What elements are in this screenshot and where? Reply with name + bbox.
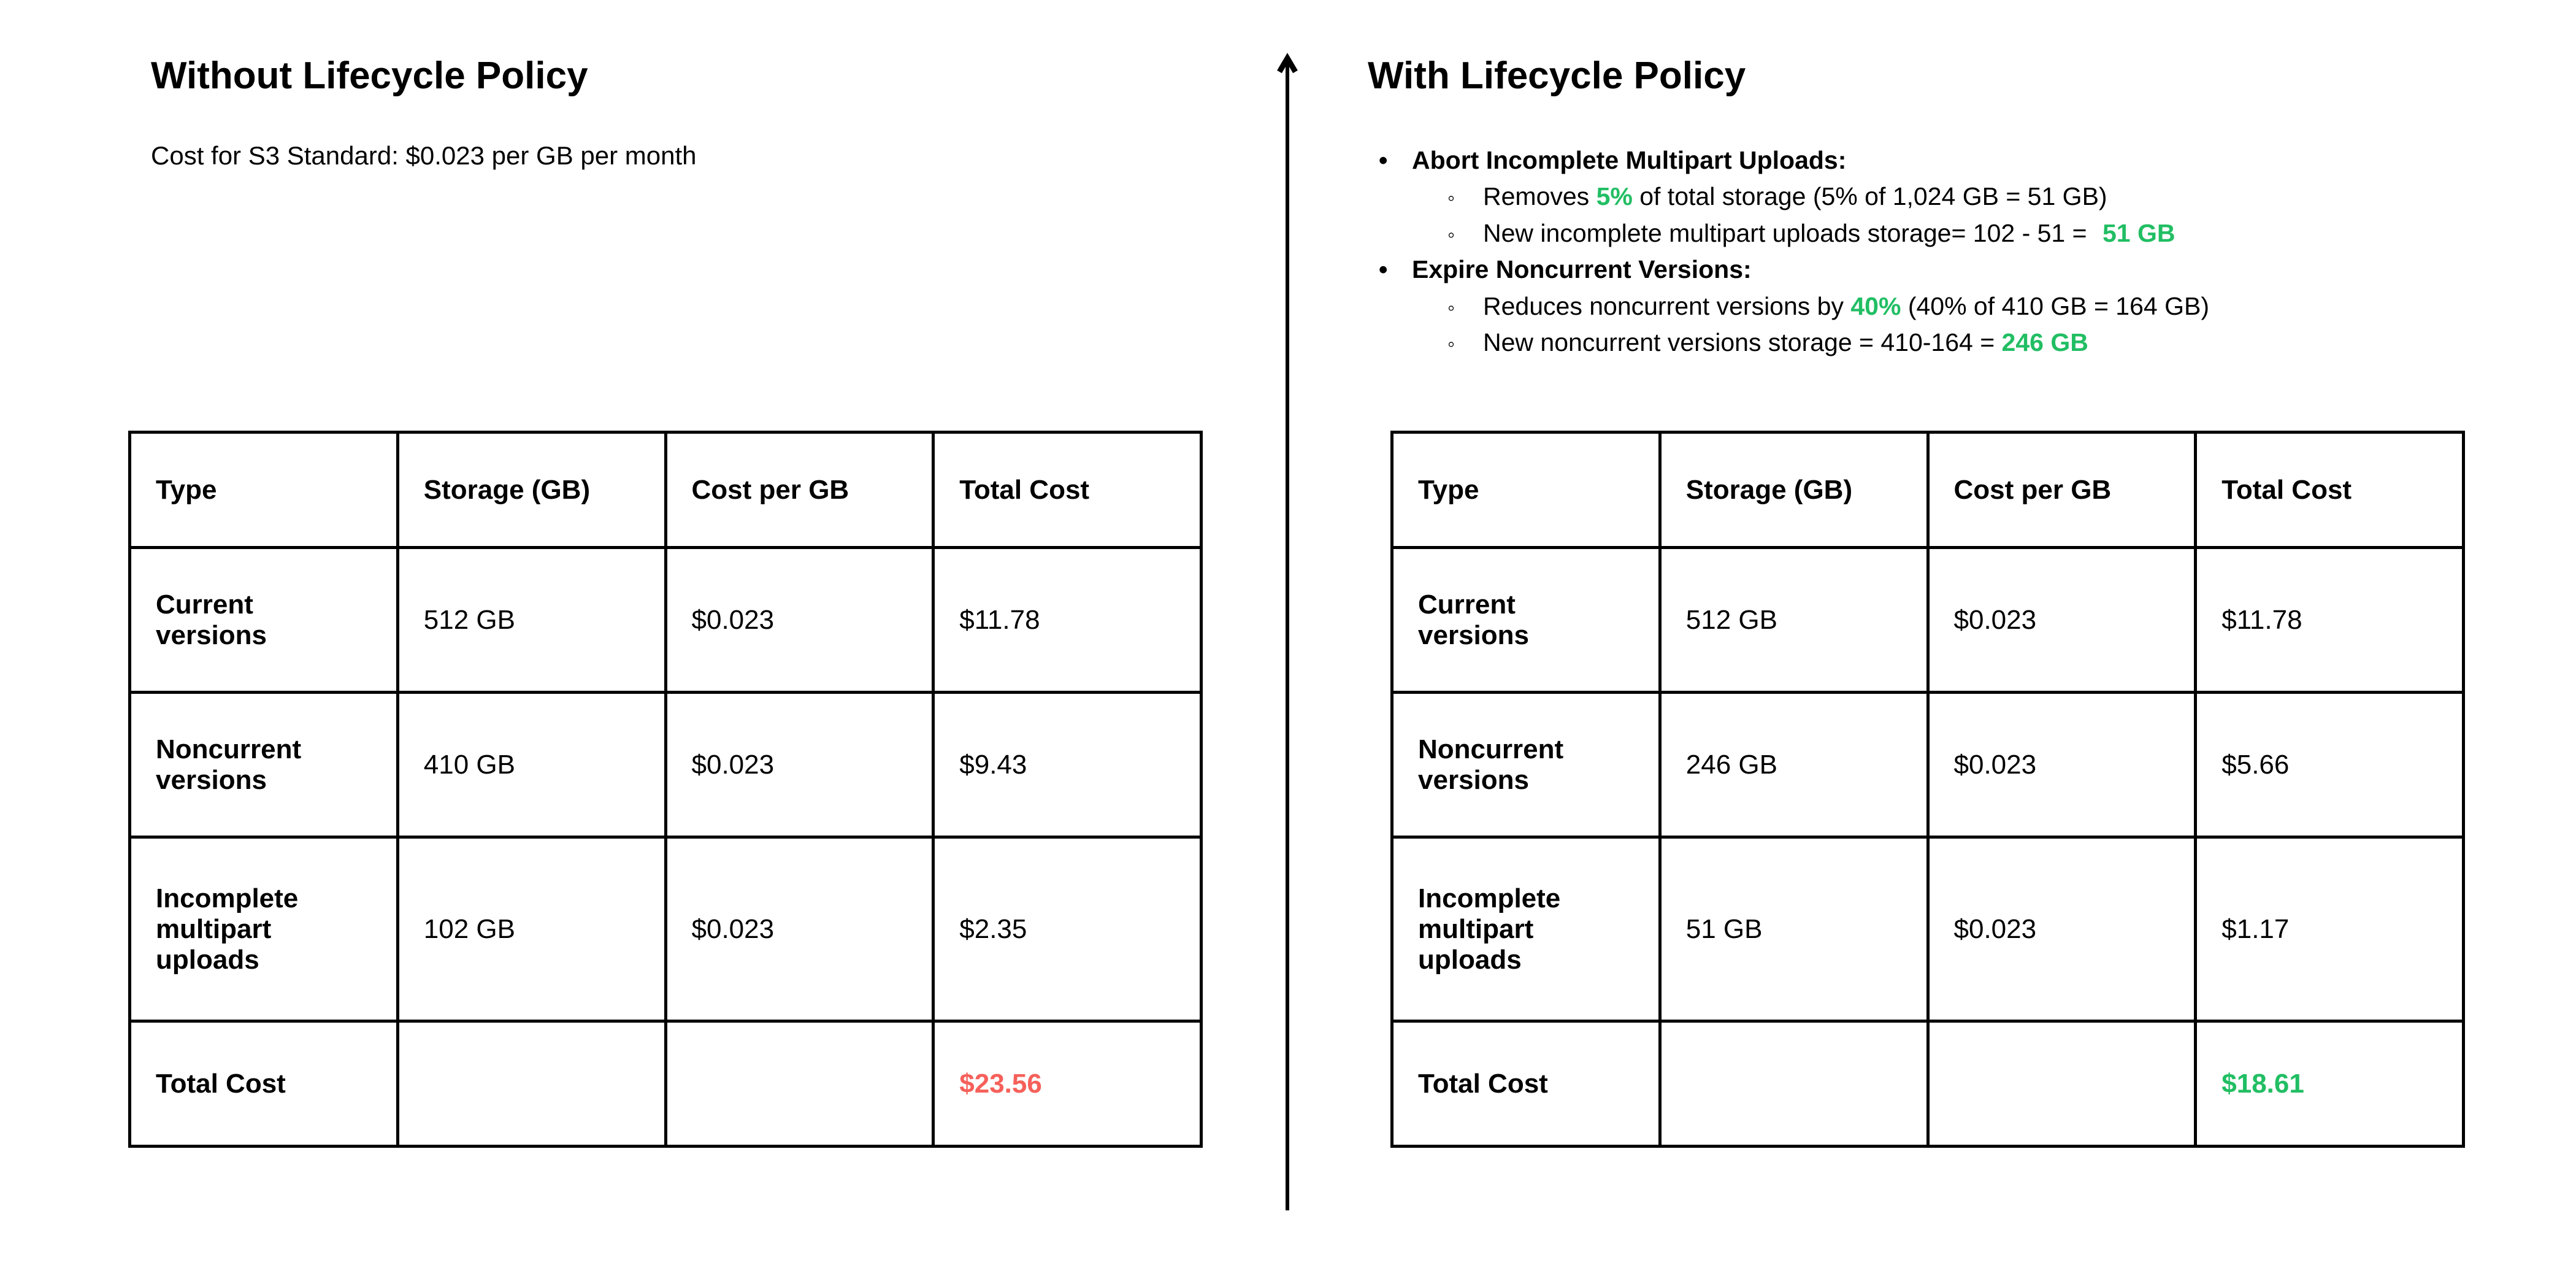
sub-bullet-line — [1447, 215, 2209, 252]
cell-type: Incomplete multipart uploads — [1392, 837, 1660, 1021]
cell-total-cost: $11.78 — [2196, 548, 2464, 693]
text-segment: New noncurrent versions storage = 410-164 = — [1483, 328, 2002, 357]
bullet-expire-noncurrent — [1379, 252, 2209, 361]
bullet-dot-icon: • — [1379, 255, 1388, 284]
table-header-row — [130, 432, 1202, 548]
text-segment: Removes — [1483, 182, 1597, 211]
sub-bullet-line — [1447, 179, 2209, 215]
sub-bullet-line — [1447, 325, 2209, 361]
cell-storage: 102 GB — [397, 837, 665, 1021]
cell-total-cost: $11.78 — [933, 548, 1202, 693]
cell-total-cost: $9.43 — [933, 693, 1202, 837]
sub-bullet-list — [1379, 288, 2209, 361]
sub-bullet-text — [1483, 325, 2088, 361]
cell-empty — [397, 1021, 665, 1147]
highlight-value: 5% — [1596, 182, 1633, 211]
cell-cost-per-gb: $0.023 — [1928, 693, 2196, 837]
cell-cost-per-gb: $0.023 — [665, 693, 933, 837]
s3-standard-cost-note: Cost for S3 Standard: $0.023 per GB per month — [151, 141, 697, 170]
column-header-storage: Storage (GB) — [397, 432, 665, 548]
text-segment: (40% of 410 GB = 164 GB) — [1901, 291, 2209, 320]
cell-cost-per-gb: $0.023 — [665, 837, 933, 1021]
table-row-current-versions — [130, 548, 1202, 693]
cell-total-cost: $2.35 — [933, 837, 1202, 1021]
cell-empty — [1660, 1021, 1928, 1147]
sub-bullet-text — [1483, 288, 2209, 325]
column-header-type: Type — [130, 432, 398, 548]
highlight-value: 40% — [1850, 291, 1901, 320]
table-row-noncurrent-versions — [1392, 693, 2464, 837]
subbullet-reduces-40-percent — [1379, 288, 2209, 325]
column-header-cost-per-gb: Cost per GB — [1928, 432, 2196, 548]
lifecycle-actions-list — [1379, 142, 2209, 361]
sub-bullet-circle-icon: ◦ — [1447, 296, 1455, 320]
cell-total-label: Total Cost — [1392, 1021, 1660, 1147]
bullet-dot-icon: • — [1379, 146, 1388, 174]
sub-bullet-circle-icon: ◦ — [1447, 332, 1455, 356]
cell-empty — [665, 1021, 933, 1147]
column-header-storage: Storage (GB) — [1660, 432, 1928, 548]
bullet-abort-multipart — [1379, 142, 2209, 252]
bullet-label: Expire Noncurrent Versions: — [1412, 255, 1752, 284]
subbullet-new-multipart-storage — [1379, 215, 2209, 252]
with-policy-title: With Lifecycle Policy — [1368, 55, 1746, 97]
text-segment: of total storage (5% of 1,024 GB = 51 GB) — [1632, 182, 2107, 211]
cell-storage: 512 GB — [397, 548, 665, 693]
column-header-type: Type — [1392, 432, 1660, 548]
bullet-label: Abort Incomplete Multipart Uploads: — [1412, 146, 1847, 174]
cell-cost-per-gb: $0.023 — [1928, 837, 2196, 1021]
column-header-cost-per-gb: Cost per GB — [665, 432, 933, 548]
subbullet-removes-5-percent — [1379, 179, 2209, 215]
sub-bullet-text — [1483, 179, 2107, 215]
table-row-current-versions — [1392, 548, 2464, 693]
sub-bullet-circle-icon: ◦ — [1447, 223, 1455, 247]
cell-storage: 51 GB — [1660, 837, 1928, 1021]
table-row-incomplete-multipart-uploads — [1392, 837, 2464, 1021]
cell-storage: 512 GB — [1660, 548, 1928, 693]
bullet-line — [1379, 252, 2209, 288]
table-header-row — [1392, 432, 2464, 548]
cell-type: Current versions — [130, 548, 398, 693]
text-segment: New incomplete multipart uploads storage= 102 - 51 = — [1483, 218, 2094, 247]
cell-storage: 246 GB — [1660, 693, 1928, 837]
without-policy-title: Without Lifecycle Policy — [151, 55, 588, 97]
without-policy-cost-table — [128, 431, 1203, 1148]
subbullet-new-noncurrent-storage — [1379, 325, 2209, 361]
bullet-line — [1379, 142, 2209, 179]
cell-type: Noncurrent versions — [130, 693, 398, 837]
sub-bullet-text — [1483, 215, 2175, 252]
highlight-value: 246 GB — [2001, 328, 2088, 357]
cell-type: Current versions — [1392, 548, 1660, 693]
cell-storage: 410 GB — [397, 693, 665, 837]
table-row-total-cost — [130, 1021, 1202, 1147]
cell-total-label: Total Cost — [130, 1021, 398, 1147]
cell-total-value: $18.61 — [2196, 1021, 2464, 1147]
cell-total-cost: $1.17 — [2196, 837, 2464, 1021]
sub-bullet-circle-icon: ◦ — [1447, 186, 1455, 210]
cell-total-value: $23.56 — [933, 1021, 1202, 1147]
cell-cost-per-gb: $0.023 — [665, 548, 933, 693]
sub-bullet-list — [1379, 179, 2209, 252]
sub-bullet-line — [1447, 288, 2209, 325]
table-row-total-cost — [1392, 1021, 2464, 1147]
cell-type: Noncurrent versions — [1392, 693, 1660, 837]
table-row-noncurrent-versions — [130, 693, 1202, 837]
cell-empty — [1928, 1021, 2196, 1147]
table-row-incomplete-multipart-uploads — [130, 837, 1202, 1021]
with-policy-cost-table — [1390, 431, 2465, 1148]
column-header-total-cost: Total Cost — [2196, 432, 2464, 548]
highlight-value: 51 GB — [2102, 218, 2175, 247]
column-header-total-cost: Total Cost — [933, 432, 1202, 548]
cell-total-cost: $5.66 — [2196, 693, 2464, 837]
upward-arrow-divider — [1270, 52, 1305, 1215]
cell-type: Incomplete multipart uploads — [130, 837, 398, 1021]
text-segment: Reduces noncurrent versions by — [1483, 291, 1851, 320]
cell-cost-per-gb: $0.023 — [1928, 548, 2196, 693]
